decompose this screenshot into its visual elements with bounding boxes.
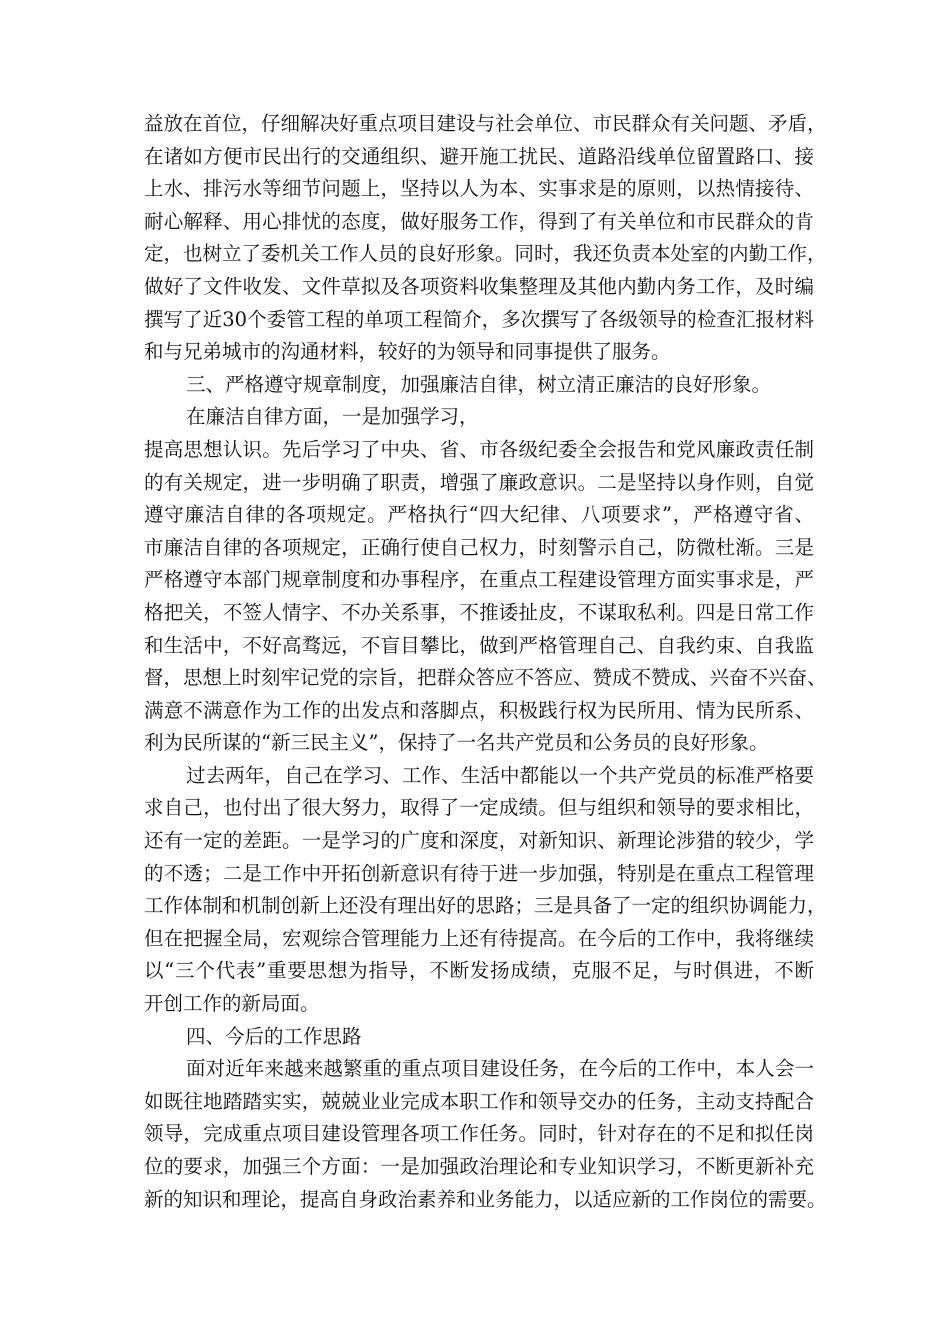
text-line: 严格遵守本部门规章制度和办事程序，在重点工程建设管理方面实事求是，严 [144, 568, 814, 592]
text-line: 求自己，也付出了很大努力，取得了一定成绩。但与组织和领导的要求相比， [144, 796, 814, 820]
text-line: 但在把握全局，宏观综合管理能力上还有待提高。在今后的工作中，我将继续 [144, 926, 814, 950]
text-line: 如既往地踏踏实实，兢兢业业完成本职工作和领导交办的任务，主动支持配合 [144, 1089, 814, 1113]
text-line: 市廉洁自律的各项规定，正确行使自己权力，时刻警示自己，防微杜渐。三是 [144, 535, 814, 559]
section-heading-3: 三、严格遵守规章制度，加强廉洁自律，树立清正廉洁的良好形象。 [186, 372, 772, 396]
text-line: 开创工作的新局面。 [144, 992, 320, 1016]
text-line: 督，思想上时刻牢记党的宗旨，把群众答应不答应、赞成不赞成、兴奋不兴奋、 [144, 666, 827, 690]
text-line: 利为民所谋的“新三民主义”，保持了一名共产党员和公务员的良好形象。 [144, 731, 769, 755]
text-line: 新的知识和理论，提高自身政治素养和业务能力，以适应新的工作岗位的需要。 [144, 1187, 827, 1211]
text-line: 满意不满意作为工作的出发点和落脚点，积极践行权为民所用、情为民所系、 [144, 698, 814, 722]
text-line: 在廉洁自律方面，一是加强学习， [186, 405, 479, 429]
section-heading-4: 四、今后的工作思路 [186, 1024, 362, 1048]
text-line: 面对近年来越来越繁重的重点项目建设任务，在今后的工作中，本人会一 [186, 1057, 814, 1081]
text-line: 工作体制和机制创新上还没有理出好的思路；三是具备了一定的组织协调能力， [144, 894, 827, 918]
text-line: 做好了文件收发、文件草拟及各项资料收集整理及其他内勤内务工作，及时编 [144, 274, 814, 298]
document-body [144, 108, 827, 1216]
text-line: 遵守廉洁自律的各项规定。严格执行“四大纪律、八项要求”，严格遵守省、 [144, 503, 814, 527]
text-line: 提高思想认识。先后学习了中央、省、市各级纪委全会报告和党风廉政责任制 [144, 437, 814, 461]
text-line: 以“三个代表”重要思想为指导，不断发扬成绩，克服不足，与时俱进，不断 [144, 959, 814, 983]
text-line: 在诸如方便市民出行的交通组织、避开施工扰民、道路沿线单位留置路口、接 [144, 144, 814, 168]
text-line: 耐心解释、用心排忧的态度，做好服务工作，得到了有关单位和市民群众的肯 [144, 209, 814, 233]
text-line: 位的要求，加强三个方面：一是加强政治理论和专业知识学习，不断更新补充 [144, 1155, 814, 1178]
text-line: 益放在首位，仔细解决好重点项目建设与社会单位、市民群众有关问题、矛盾， [144, 112, 827, 135]
text-line: 和生活中，不好高骛远，不盲目攀比，做到严格管理自己、自我约束、自我监 [144, 633, 814, 657]
text-line: 的有关规定，进一步明确了职责，增强了廉政意识。二是坚持以身作则，自觉 [144, 470, 814, 494]
text-line: 还有一定的差距。一是学习的广度和深度，对新知识、新理论涉猎的较少，学 [144, 829, 814, 853]
text-line: 的不透；二是工作中开拓创新意识有待于进一步加强，特别是在重点工程管理 [144, 861, 814, 885]
text-line: 格把关，不签人情字、不办关系事，不推诿扯皮，不谋取私利。四是日常工作 [144, 600, 814, 624]
text-line: 定，也树立了委机关工作人员的良好形象。同时，我还负责本处室的内勤工作， [144, 242, 827, 266]
text-line: 上水、排污水等细节问题上，坚持以人为本、实事求是的原则，以热情接待、 [144, 177, 814, 201]
text-line: 领导，完成重点项目建设管理各项工作任务。同时，针对存在的不足和拟任岗 [144, 1122, 814, 1146]
text-line: 过去两年，自己在学习、工作、生活中都能以一个共产党员的标准严格要 [186, 763, 814, 787]
text-line: 和与兄弟城市的沟通材料，较好的为领导和同事提供了服务。 [144, 340, 671, 364]
text-line: 撰写了近30个委管工程的单项工程简介，多次撰写了各级领导的检查汇报材料 [144, 307, 814, 331]
